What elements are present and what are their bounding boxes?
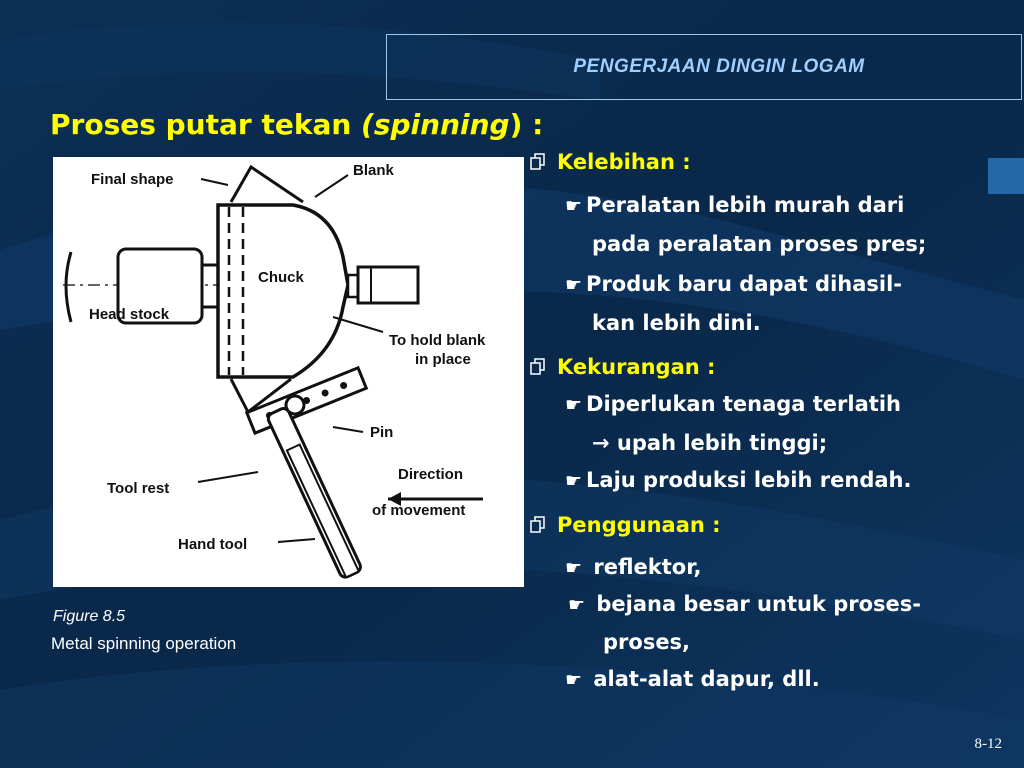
stacked-pages-icon bbox=[530, 516, 545, 534]
pointing-hand-icon: ☛ bbox=[565, 470, 583, 492]
label-direction-1: Direction bbox=[398, 466, 464, 483]
metal-spinning-figure bbox=[53, 157, 524, 587]
pointing-hand-icon: ☛ bbox=[565, 394, 583, 416]
metal-spinning-diagram bbox=[53, 157, 524, 587]
penggunaan-item-2 bbox=[568, 592, 921, 616]
kekurangan-item-1-line2: upah lebih tinggi; bbox=[616, 431, 828, 455]
kekurangan-item-2 bbox=[565, 468, 911, 492]
pointing-hand-icon: ☛ bbox=[565, 557, 583, 579]
kelebihan-item-1-line1: Peralatan lebih murah dari bbox=[586, 193, 905, 217]
kelebihan-item-2 bbox=[565, 272, 902, 296]
label-hold-blank-2: in place bbox=[415, 351, 471, 368]
blank-top bbox=[231, 167, 303, 202]
section-kelebihan-title: Kelebihan : bbox=[557, 150, 691, 174]
page-number: 8-12 bbox=[974, 736, 1002, 752]
penggunaan-item-1 bbox=[565, 555, 701, 579]
kekurangan-item-1 bbox=[565, 392, 901, 416]
kelebihan-item-2-line1: Produk baru dapat dihasil- bbox=[586, 272, 903, 296]
label-hold-blank-1: To hold blank bbox=[389, 332, 486, 349]
stacked-pages-icon bbox=[530, 358, 545, 376]
penggunaan-item-2-cont: proses, bbox=[603, 630, 691, 654]
kelebihan-item-1 bbox=[565, 193, 904, 217]
slide-title-box bbox=[386, 34, 1022, 100]
figure-number: Figure 8.5 bbox=[53, 608, 126, 625]
section-kelebihan bbox=[530, 150, 691, 174]
pointing-hand-icon: ☛ bbox=[565, 669, 583, 691]
penggunaan-item-3 bbox=[565, 667, 820, 691]
penggunaan-item-3-line1: alat-alat dapur, dll. bbox=[593, 667, 820, 691]
label-blank: Blank bbox=[353, 162, 394, 179]
penggunaan-item-1-line1: reflektor, bbox=[593, 555, 702, 579]
chuck-body bbox=[218, 205, 348, 377]
heading-prefix: Proses putar tekan bbox=[50, 108, 362, 141]
label-hand-tool: Hand tool bbox=[178, 536, 248, 553]
label-final-shape: Final shape bbox=[91, 171, 174, 188]
head-stock-end bbox=[66, 252, 71, 322]
penggunaan-item-2-line1: bejana besar untuk proses- bbox=[596, 592, 921, 616]
kekurangan-item-1-line1: Diperlukan tenaga terlatih bbox=[586, 392, 901, 416]
pointing-hand-icon: ☛ bbox=[565, 195, 583, 217]
slide-heading bbox=[50, 108, 543, 141]
heading-italic: (spinning bbox=[361, 108, 510, 141]
kelebihan-item-1-cont: pada peralatan proses pres; bbox=[592, 232, 927, 256]
label-pin: Pin bbox=[370, 424, 394, 441]
hand-tool bbox=[266, 407, 362, 579]
section-kekurangan-title: Kekurangan : bbox=[557, 355, 716, 379]
pointing-hand-icon: ☛ bbox=[565, 274, 583, 296]
figure-caption: Metal spinning operation bbox=[51, 634, 237, 653]
label-head-stock: Head stock bbox=[89, 306, 170, 323]
label-chuck: Chuck bbox=[258, 269, 304, 286]
right-arrow-icon: → bbox=[592, 431, 610, 455]
tail-stock bbox=[358, 267, 418, 303]
section-penggunaan bbox=[530, 513, 721, 537]
label-direction-2: of movement bbox=[372, 502, 466, 519]
section-penggunaan-title: Penggunaan : bbox=[557, 513, 721, 537]
kelebihan-item-2-cont: kan lebih dini. bbox=[592, 311, 761, 335]
section-kekurangan bbox=[530, 355, 715, 379]
slide-title: PENGERJAAN DINGIN LOGAM bbox=[573, 56, 865, 77]
label-tool-rest: Tool rest bbox=[107, 480, 170, 497]
stacked-pages-icon bbox=[530, 153, 545, 171]
kekurangan-item-1-cont bbox=[592, 431, 827, 455]
kekurangan-item-2-line1: Laju produksi lebih rendah. bbox=[586, 468, 912, 492]
heading-suffix: ) : bbox=[509, 108, 544, 141]
pointing-hand-icon: ☛ bbox=[568, 594, 586, 616]
